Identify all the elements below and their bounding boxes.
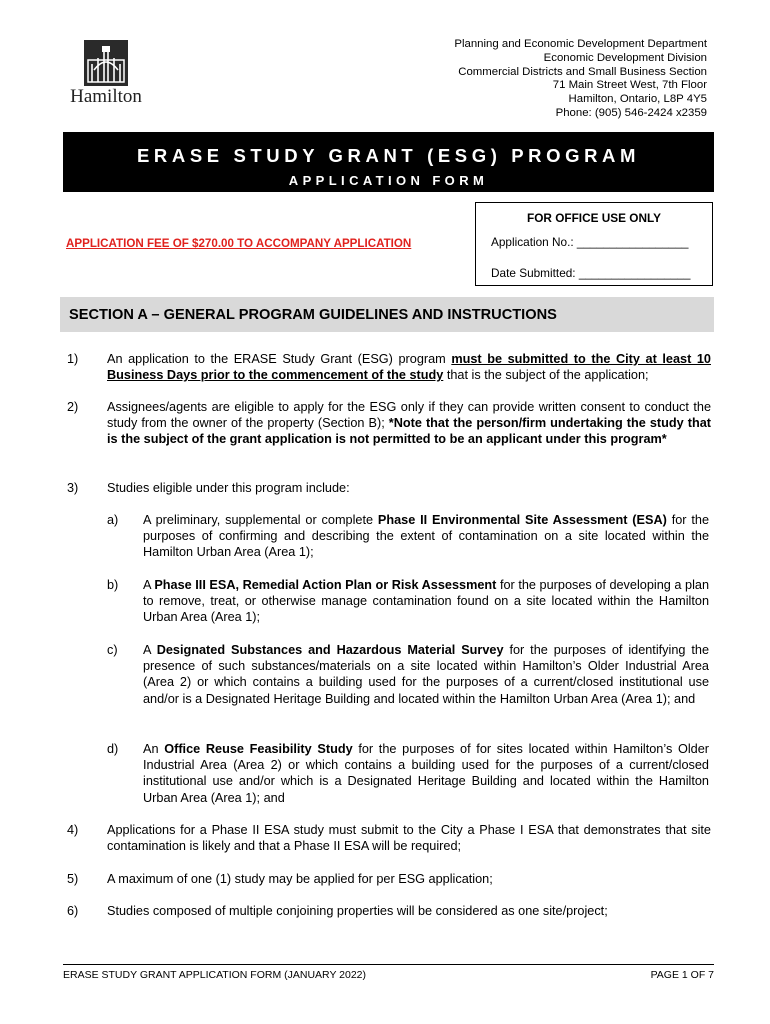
item-text: An application to the ERASE Study Grant (ESG) program (107, 352, 452, 366)
guideline-item-6 (107, 903, 711, 919)
item-text: A preliminary, supplemental or complete (143, 513, 378, 527)
item-number: 3) (67, 481, 79, 495)
office-use-title: FOR OFFICE USE ONLY (527, 211, 661, 225)
guideline-subitem-b (143, 577, 709, 626)
item-text: for the purposes of identifying the presence of such substances/materials on a site located within Hamilton’s Older Industrial Area (Area 2) or which contains a building used for the purposes of a current/closed institutional use and/or is a Designated Heritage Building and located within the Hamilton Urban Area (Area 1); and (143, 643, 710, 706)
guideline-subitem-c (143, 642, 709, 707)
item-text: Studies eligible under this program include: (107, 481, 350, 495)
guideline-item-3 (107, 480, 711, 496)
footer-form-name: ERASE STUDY GRANT APPLICATION FORM (JANUARY 2022) (63, 969, 367, 981)
address-line: Phone: (905) 546-2424 x2359 (555, 106, 707, 119)
item-text: A (143, 578, 155, 592)
footer-page-number: PAGE 1 OF 7 (650, 969, 714, 981)
item-text: A (143, 643, 157, 657)
item-number: 1) (67, 352, 79, 366)
guideline-subitem-d (143, 741, 709, 806)
item-number: 6) (67, 904, 79, 918)
guideline-item-5 (107, 871, 711, 887)
guideline-item-1 (107, 351, 711, 383)
subitem-letter: b) (107, 578, 119, 592)
subitem-letter: d) (107, 742, 119, 756)
logo-wordmark: Hamilton (70, 86, 142, 107)
item-emphasis: must be submitted to the City at least 10 Business Days prior to the commencement of the study (107, 352, 711, 383)
item-number: 5) (67, 872, 79, 886)
item-text: Assignees/agents are eligible to apply for the ESG only if they can provide written consent to conduct the study from the owner of the property (Section B); (107, 400, 711, 431)
item-emphasis: *Note that the person/firm undertaking the study that is the subject of the grant application is not permitted to be an applicant under this program* (107, 416, 712, 447)
address-line: Commercial Districts and Small Business Section (458, 65, 707, 78)
address-line: 71 Main Street West, 7th Floor (552, 79, 707, 92)
office-use-box (475, 202, 713, 286)
guideline-item-2 (107, 399, 711, 448)
item-number: 4) (67, 823, 79, 837)
item-text: Applications for a Phase II ESA study must submit to the City a Phase I ESA that demonstrates that site contamination is likely and that a Phase II ESA will be required; (107, 823, 711, 854)
application-number-field: Application No.: _________________ (491, 235, 689, 249)
form-title: ERASE STUDY GRANT (ESG) PROGRAM (136, 145, 641, 166)
form-title-banner (63, 132, 714, 192)
item-number: 2) (67, 400, 79, 414)
item-emphasis: Phase II Environmental Site Assessment (ESA) (377, 513, 667, 527)
item-emphasis: Phase III ESA, Remedial Action Plan or Risk Assessment (154, 578, 497, 592)
page-footer (63, 964, 714, 981)
item-text: An (143, 742, 165, 756)
item-text: A maximum of one (1) study may be applied for per ESG application; (107, 872, 493, 886)
item-text: Studies composed of multiple conjoining properties will be considered as one site/project; (107, 904, 608, 918)
section-a-heading-bar (60, 297, 714, 332)
address-line: Economic Development Division (543, 51, 707, 64)
item-text: that is the subject of the application; (443, 368, 649, 383)
guideline-subitem-a (143, 512, 709, 561)
hamilton-logo (64, 40, 148, 112)
department-address (454, 38, 707, 121)
subitem-letter: c) (107, 643, 118, 657)
subitem-letter: a) (107, 513, 119, 527)
address-line: Planning and Economic Development Department (454, 38, 707, 50)
section-a-heading: SECTION A – GENERAL PROGRAM GUIDELINES AND INSTRUCTIONS (69, 307, 557, 323)
form-subtitle: APPLICATION FORM (288, 173, 489, 188)
date-submitted-field: Date Submitted: _________________ (491, 266, 691, 280)
address-line: Hamilton, Ontario, L8P 4Y5 (568, 93, 707, 106)
item-emphasis: Office Reuse Feasibility Study (164, 742, 353, 756)
item-text: for the purposes of developing a plan to remove, treat, or otherwise manage contamination found on a site located within the Hamilton Urban Area (Area 1); (143, 578, 709, 625)
hamilton-crest-icon (84, 40, 128, 86)
guideline-item-4 (107, 822, 711, 854)
item-text: for the purposes of confirming and describing the extent of contamination on a site located within the Hamilton Urban Area (Area 1); (143, 513, 709, 560)
application-fee-notice: APPLICATION FEE OF $270.00 TO ACCOMPANY APPLICATION (66, 237, 412, 250)
item-emphasis: Designated Substances and Hazardous Material Survey (156, 643, 504, 657)
item-text: for the purposes of for sites located within Hamilton’s Older Industrial Area (Area 2) or which contains a building used for the purposes of a current/closed institutional use and/or which is a Designated Heritage Building and located within the Hamilton Urban Area (Area 1); and (143, 742, 710, 805)
